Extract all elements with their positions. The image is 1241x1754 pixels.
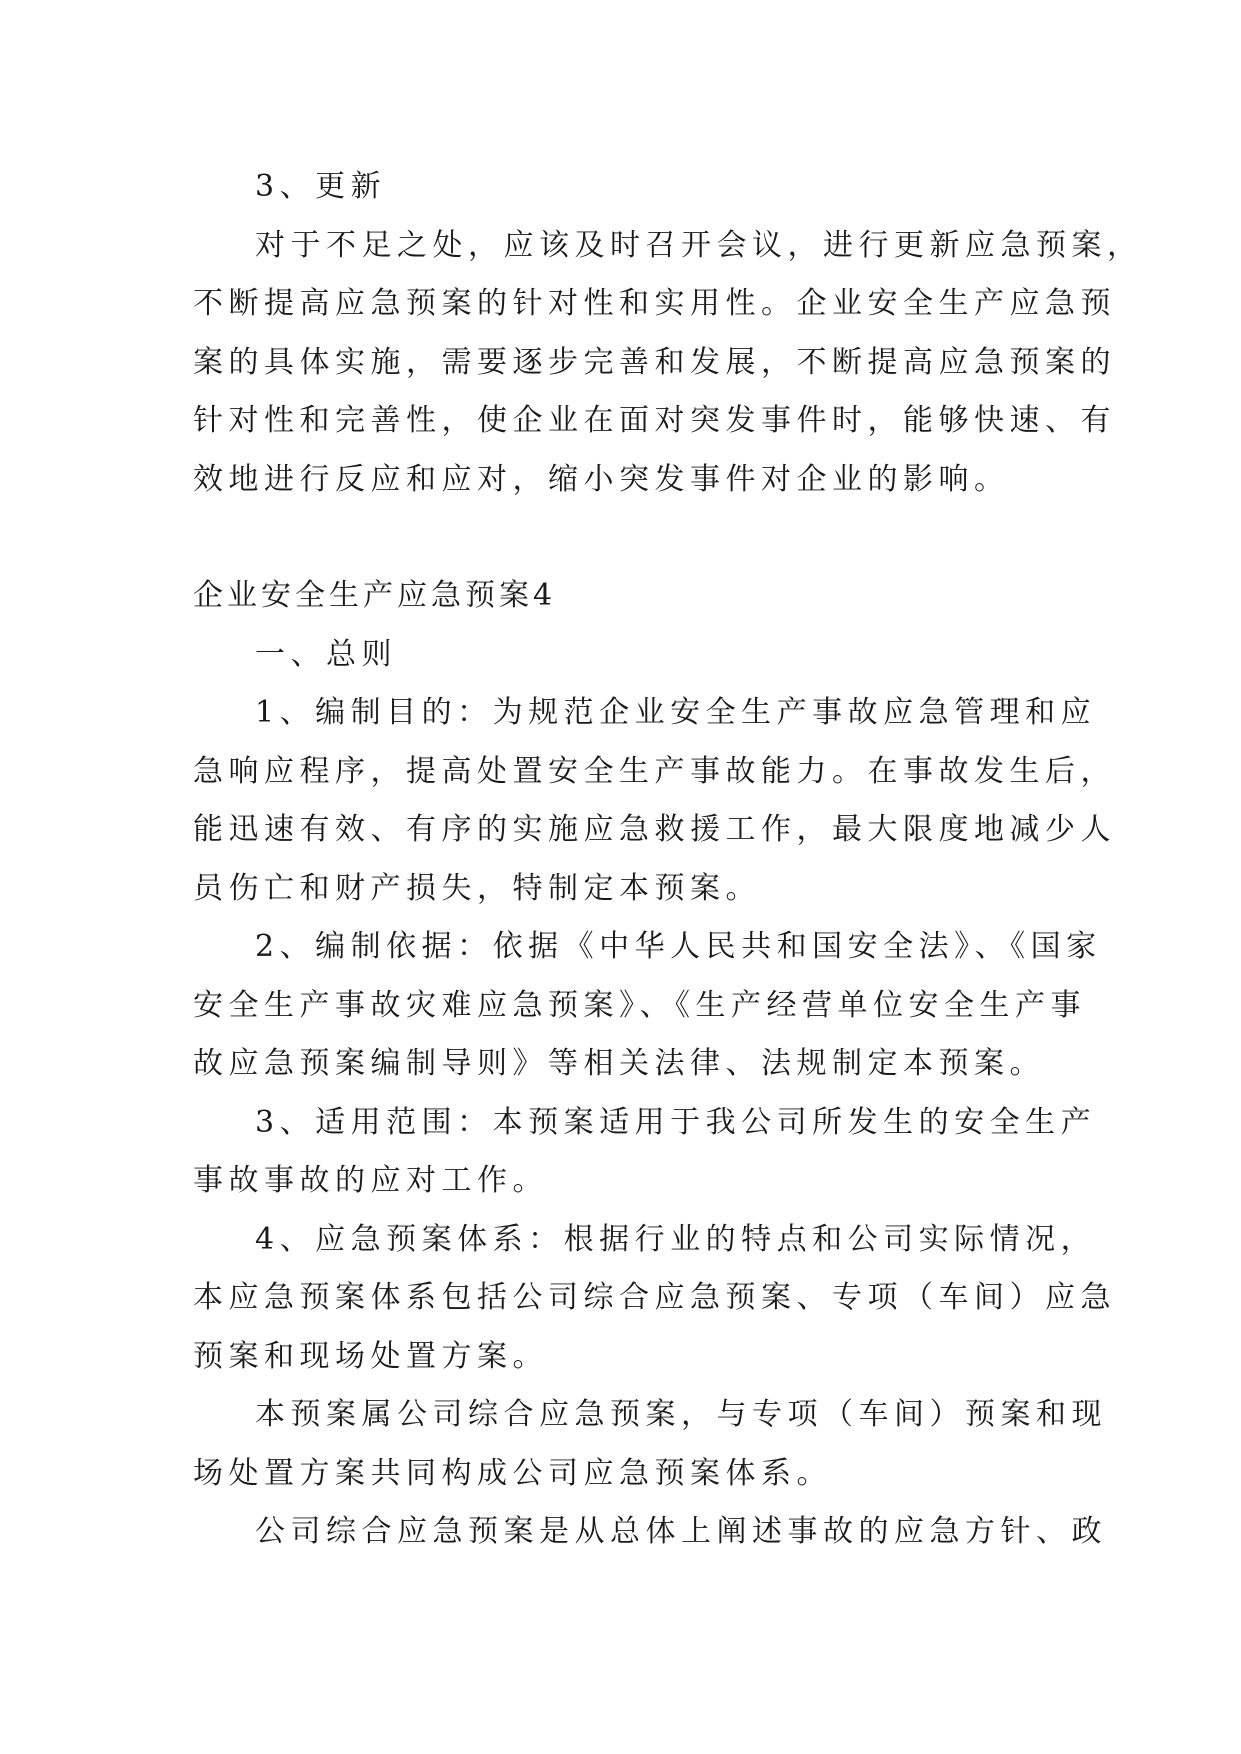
plan-heading-text: 企业安全生产应急预案4 <box>193 578 557 613</box>
section-title <box>193 158 1053 217</box>
paragraph-composition <box>193 1386 1107 1503</box>
paragraph-line: 公司综合应急预案是从总体上阐述事故的应急方针、政 <box>255 1514 1107 1549</box>
paragraph-basis <box>193 918 1102 1094</box>
paragraph-overview <box>193 1503 1107 1562</box>
paragraph-line: 故应急预案编制导则》等相关法律、法规制定本预案。 <box>193 1046 1045 1081</box>
paragraph-line: 事故事故的应对工作。 <box>193 1163 548 1198</box>
paragraph-line: 本应急预案体系包括公司综合应急预案、专项（车间）应急 <box>193 1280 1116 1315</box>
paragraph-line: 预案和现场处置方案。 <box>193 1338 548 1374</box>
paragraph-line: 案的具体实施，需要逐步完善和发展，不断提高应急预案的 <box>193 344 1116 380</box>
paragraph-purpose <box>193 684 1116 918</box>
paragraph-line: 不断提高应急预案的针对性和实用性。企业安全生产应急预 <box>193 286 1116 321</box>
paragraph-system <box>193 1211 1116 1387</box>
paragraph-line: 能迅速有效、有序的实施应急救援工作，最大限度地减少人 <box>193 812 1116 847</box>
paragraph-line: 效地进行反应和应对，缩小突发事件对企业的影响。 <box>193 461 1010 497</box>
paragraph-line: 安全生产事故灾难应急预案》、《生产经营单位安全生产事 <box>193 987 1086 1023</box>
paragraph-update <box>193 217 1143 510</box>
general-heading <box>193 626 1053 685</box>
section-title-text: 3、更新 <box>255 169 387 204</box>
paragraph-line: 针对性和完善性，使企业在面对突发事件时，能够快速、有 <box>193 403 1116 438</box>
paragraph-line: 员伤亡和财产损失，特制定本预案。 <box>193 870 761 906</box>
paragraph-line: 对于不足之处，应该及时召开会议，进行更新应急预案， <box>255 227 1143 263</box>
plan-heading <box>193 567 1053 626</box>
paragraph-line: 1、编制目的：为规范企业安全生产事故应急管理和应 <box>255 695 1097 730</box>
paragraph-line: 场处置方案共同构成公司应急预案体系。 <box>193 1455 832 1491</box>
general-heading-text: 一、总则 <box>255 636 397 672</box>
paragraph-line: 2、编制依据：依据《中华人民共和国安全法》、《国家 <box>255 929 1102 964</box>
paragraph-line: 急响应程序，提高处置安全生产事故能力。在事故发生后， <box>193 753 1116 789</box>
paragraph-line: 3、适用范围：本预案适用于我公司所发生的安全生产 <box>255 1104 1097 1140</box>
paragraph-line: 本预案属公司综合应急预案，与专项（车间）预案和现 <box>255 1397 1107 1432</box>
paragraph-scope <box>193 1094 1097 1211</box>
section-spacer <box>193 509 1053 567</box>
document-body <box>193 158 1143 1562</box>
paragraph-line: 4、应急预案体系：根据行业的特点和公司实际情况， <box>255 1221 1097 1257</box>
